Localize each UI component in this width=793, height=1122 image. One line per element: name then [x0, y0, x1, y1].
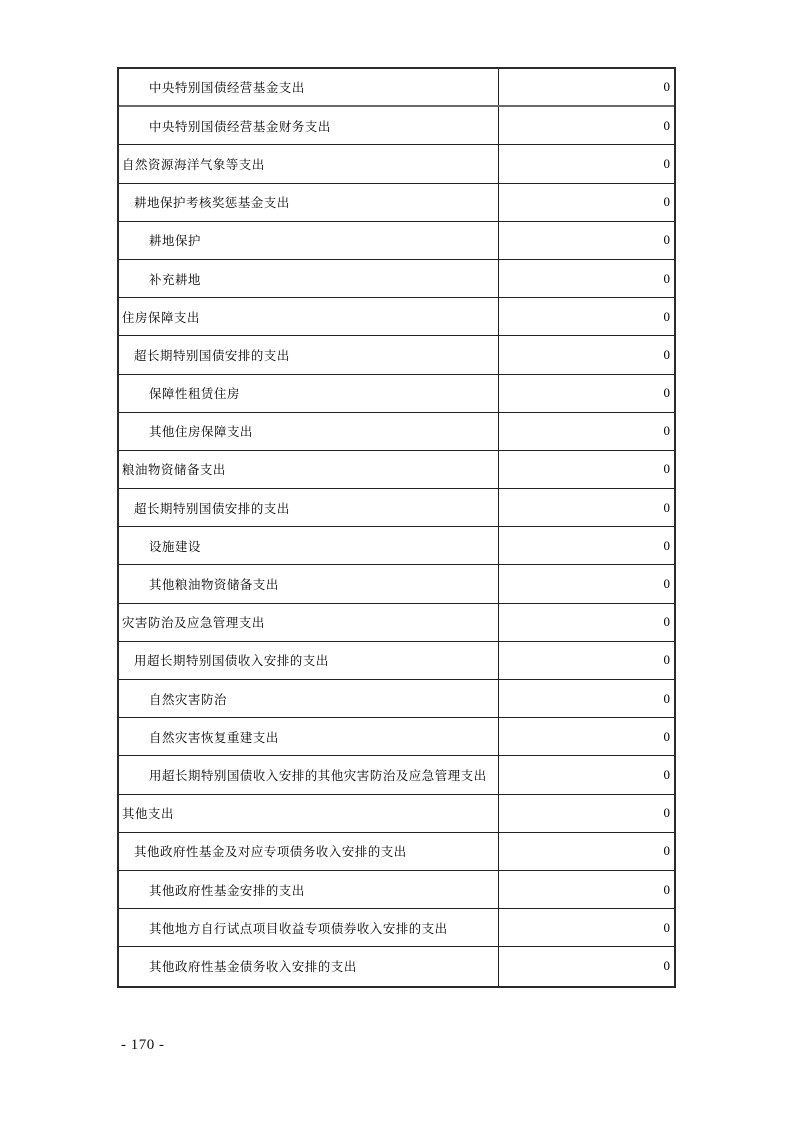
table-row	[119, 260, 674, 298]
row-item-label: 自然灾害恢复重建支出	[119, 718, 499, 755]
budget-table	[117, 67, 676, 988]
row-amount-value: 0	[663, 614, 670, 630]
row-item-label: 中央特别国债经营基金支出	[119, 69, 499, 105]
table-row	[119, 298, 674, 336]
table-row	[119, 222, 674, 260]
table-row	[119, 145, 674, 183]
row-amount-value: 0	[663, 423, 670, 439]
row-amount-value: 0	[663, 537, 670, 553]
table-row	[119, 107, 674, 145]
row-amount-value: 0	[663, 461, 670, 477]
row-item-label: 其他政府性基金及对应专项债务收入安排的支出	[119, 833, 499, 870]
table-row	[119, 756, 674, 794]
row-item-label: 粮油物资储备支出	[119, 451, 499, 488]
table-row	[119, 184, 674, 222]
row-item-label: 用超长期特别国债收入安排的其他灾害防治及应急管理支出	[119, 756, 499, 793]
row-amount-value: 0	[663, 194, 670, 210]
row-item-label: 其他地方自行试点项目收益专项债券收入安排的支出	[119, 909, 499, 946]
table-row	[119, 680, 674, 718]
row-item-label: 用超长期特别国债收入安排的支出	[119, 642, 499, 679]
row-amount-value: 0	[663, 766, 670, 782]
row-amount-value: 0	[663, 958, 670, 974]
row-item-label: 其他粮油物资储备支出	[119, 565, 499, 602]
row-amount-value: 0	[663, 690, 670, 706]
page-number: - 170 -	[121, 1037, 165, 1053]
table-row	[119, 69, 674, 107]
table-row	[119, 413, 674, 451]
table-row	[119, 718, 674, 756]
row-item-label: 耕地保护	[119, 222, 499, 259]
row-item-label: 超长期特别国债安排的支出	[119, 336, 499, 373]
row-item-label: 超长期特别国债安排的支出	[119, 489, 499, 526]
table-row	[119, 833, 674, 871]
row-amount-value: 0	[663, 919, 670, 935]
row-amount-value: 0	[663, 155, 670, 171]
table-row	[119, 604, 674, 642]
row-item-label: 设施建设	[119, 527, 499, 564]
table-row	[119, 909, 674, 947]
row-amount-value: 0	[663, 805, 670, 821]
table-row	[119, 527, 674, 565]
row-amount-value: 0	[663, 308, 670, 324]
row-item-label: 耕地保护考核奖惩基金支出	[119, 184, 499, 221]
table-row	[119, 375, 674, 413]
row-amount-value: 0	[663, 728, 670, 744]
row-item-label: 住房保障支出	[119, 298, 499, 335]
table-row	[119, 336, 674, 374]
row-item-label: 其他住房保障支出	[119, 413, 499, 450]
row-amount-value: 0	[663, 346, 670, 362]
row-amount-value: 0	[663, 385, 670, 401]
row-item-label: 自然灾害防治	[119, 680, 499, 717]
row-item-label: 其他支出	[119, 795, 499, 832]
row-item-label: 补充耕地	[119, 260, 499, 297]
table-row	[119, 947, 674, 985]
row-amount-value: 0	[663, 576, 670, 592]
row-amount-value: 0	[663, 499, 670, 515]
row-item-label: 自然资源海洋气象等支出	[119, 145, 499, 182]
row-amount-value: 0	[663, 79, 670, 95]
row-item-label: 保障性租赁住房	[119, 375, 499, 412]
table-row	[119, 871, 674, 909]
row-item-label: 灾害防治及应急管理支出	[119, 604, 499, 641]
row-amount-value: 0	[663, 270, 670, 286]
row-amount-value: 0	[663, 232, 670, 248]
table-row	[119, 565, 674, 603]
row-item-label: 中央特别国债经营基金财务支出	[119, 107, 499, 144]
row-amount-value: 0	[663, 652, 670, 668]
table-row	[119, 795, 674, 833]
table-row	[119, 642, 674, 680]
row-item-label: 其他政府性基金债务收入安排的支出	[119, 947, 499, 985]
table-row	[119, 451, 674, 489]
row-amount-value: 0	[663, 843, 670, 859]
table-row	[119, 489, 674, 527]
row-item-label: 其他政府性基金安排的支出	[119, 871, 499, 908]
row-amount-value: 0	[663, 881, 670, 897]
row-amount-value: 0	[663, 117, 670, 133]
